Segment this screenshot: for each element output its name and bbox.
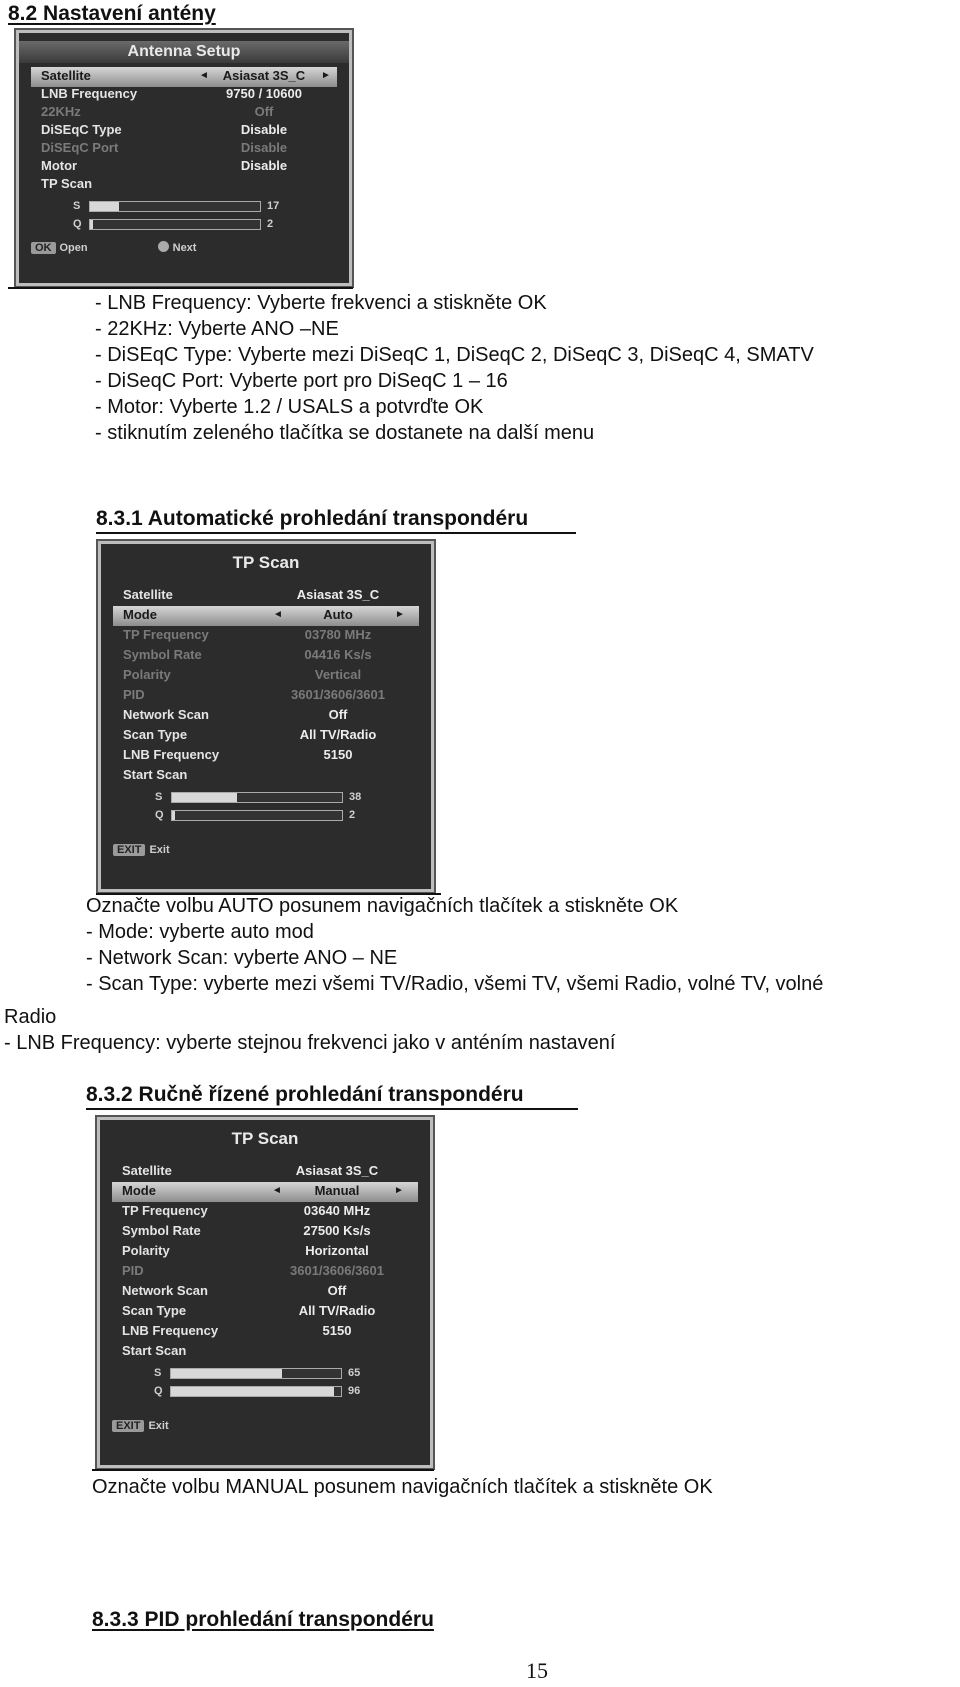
menu-row-value: Disable: [240, 158, 288, 173]
tp-scan-manual-screen: [97, 1117, 433, 1468]
menu-row-label: Start Scan: [123, 767, 188, 782]
signal-s-label: S: [155, 791, 163, 803]
menu-row-value: Disable: [240, 140, 288, 155]
section-heading-8-3-2: 8.3.2 Ručně řízené prohledání transpondéru: [86, 1083, 524, 1106]
signal-s-fill: [171, 1369, 282, 1378]
page-number: 15: [526, 1658, 548, 1683]
signal-q-fill: [90, 220, 93, 229]
exit-key-icon: EXIT: [112, 1420, 144, 1432]
menu-row-label: Symbol Rate: [122, 1223, 201, 1238]
menu-row-satellite[interactable]: [113, 586, 419, 606]
screen-title: Antenna Setup: [19, 41, 349, 63]
instruction-mode: - Mode: vyberte auto mod: [86, 921, 314, 943]
section-heading-8-2: 8.2 Nastavení antény: [8, 2, 216, 25]
signal-q-fill: [172, 811, 175, 820]
menu-row-value: 9750 / 10600: [226, 86, 302, 101]
screen-title: TP Scan: [231, 1129, 299, 1148]
menu-row-start-scan[interactable]: [112, 1342, 418, 1362]
menu-row-22khz[interactable]: [31, 103, 337, 123]
menu-row-value: 5150: [323, 747, 353, 762]
instruction-scan-type: - Scan Type: vyberte mezi všemi TV/Radio, všemi TV, všemi Radio, volné TV, volné: [86, 973, 824, 995]
left-arrow-icon[interactable]: ◄: [272, 1185, 282, 1196]
menu-row-label: Scan Type: [123, 727, 188, 742]
menu-row-label: TP Frequency: [122, 1203, 208, 1218]
menu-row-value: 3601/3606/3601: [291, 687, 385, 702]
antenna-setup-screen: [16, 30, 352, 286]
signal-s-value: 65: [348, 1367, 361, 1379]
menu-row-value: All TV/Radio: [298, 1303, 376, 1318]
screen-footer: [113, 844, 170, 856]
menu-row-value: Asiasat 3S_C: [296, 587, 380, 602]
signal-s-label: S: [73, 200, 81, 212]
signal-s-label: S: [154, 1367, 162, 1379]
menu-row-symbol-rate[interactable]: [113, 646, 419, 666]
menu-row-label: PID: [122, 1263, 144, 1278]
signal-s-value: 17: [267, 200, 280, 212]
screen-title: TP Scan: [232, 553, 300, 572]
menu-row-start-scan[interactable]: [113, 766, 419, 786]
signal-s-fill: [172, 793, 237, 802]
signal-q-fill: [171, 1387, 334, 1396]
instruction-manual: Označte volbu MANUAL posunem navigačních tlačítek a stiskněte OK: [92, 1476, 713, 1498]
screen-underline: [8, 287, 353, 289]
right-arrow-icon[interactable]: ►: [394, 1185, 404, 1196]
menu-row-label: Satellite: [123, 587, 173, 602]
menu-row-label: Scan Type: [122, 1303, 187, 1318]
menu-row-scan-type[interactable]: [113, 726, 419, 746]
footer-exit-label: Exit: [149, 844, 170, 856]
menu-row-pid[interactable]: [113, 686, 419, 706]
menu-row-diseqc-type[interactable]: [31, 121, 337, 141]
menu-row-label: PID: [123, 687, 145, 702]
menu-row-value: Asiasat 3S_C: [295, 1163, 379, 1178]
menu-row-label: Mode: [122, 1183, 156, 1198]
menu-row-label: Satellite: [122, 1163, 172, 1178]
screen-underline: [92, 1469, 434, 1471]
menu-row-value: 3601/3606/3601: [290, 1263, 384, 1278]
menu-row-label: Network Scan: [122, 1283, 208, 1298]
instruction-network-scan: - Network Scan: vyberte ANO – NE: [86, 947, 398, 969]
signal-q-label: Q: [154, 1385, 163, 1397]
bullet-22khz: - 22KHz: Vyberte ANO –NE: [95, 318, 339, 340]
menu-row-value: Off: [328, 707, 348, 722]
menu-row-label: Polarity: [123, 667, 171, 682]
menu-row-label: LNB Frequency: [123, 747, 220, 762]
menu-row-value: Auto: [323, 607, 353, 622]
menu-row-value: 03640 MHz: [303, 1203, 371, 1218]
menu-row-value: 04416 Ks/s: [304, 647, 372, 662]
menu-row-satellite[interactable]: [112, 1162, 418, 1182]
heading-underline: [96, 532, 576, 534]
menu-row-satellite[interactable]: [31, 67, 337, 87]
signal-q-label: Q: [73, 218, 82, 230]
menu-row-label: Polarity: [122, 1243, 170, 1258]
ok-key-icon: OK: [31, 242, 56, 254]
signal-q-bar: [89, 219, 261, 230]
menu-row-label: Mode: [123, 607, 157, 622]
footer-open-label: Open: [59, 242, 88, 254]
signal-q-label: Q: [155, 809, 164, 821]
instruction-scan-type-cont: Radio: [4, 1006, 57, 1028]
menu-row-network-scan[interactable]: [113, 706, 419, 726]
menu-row-label: TP Frequency: [123, 627, 209, 642]
footer-exit-label: Exit: [148, 1420, 169, 1432]
menu-row-label: Motor: [41, 158, 78, 173]
menu-row-value: 5150: [322, 1323, 352, 1338]
menu-row-label: TP Scan: [41, 176, 93, 191]
signal-q-value: 2: [349, 809, 356, 821]
exit-key-icon: EXIT: [113, 844, 145, 856]
menu-row-network-scan[interactable]: [112, 1282, 418, 1302]
menu-row-motor[interactable]: [31, 157, 337, 177]
menu-row-label: DiSEqC Type: [41, 122, 122, 137]
menu-row-label: Satellite: [41, 68, 91, 83]
footer-next-label: Next: [172, 242, 197, 254]
menu-row-label: Network Scan: [123, 707, 209, 722]
menu-row-label: DiSEqC Port: [41, 140, 119, 155]
left-arrow-icon[interactable]: ◄: [199, 70, 209, 81]
menu-row-value: Off: [327, 1283, 347, 1298]
menu-row-tp-frequency[interactable]: [113, 626, 419, 646]
menu-row-value: Off: [254, 104, 274, 119]
menu-row-mode[interactable]: [113, 606, 419, 626]
bullet-green-button: - stiknutím zeleného tlačítka se dostanete na další menu: [95, 422, 595, 444]
signal-s-value: 38: [349, 791, 362, 803]
section-heading-8-3-1: 8.3.1 Automatické prohledání transpondéru: [96, 507, 529, 530]
menu-row-value: Vertical: [314, 667, 362, 682]
screen-footer: [112, 1420, 169, 1432]
section-heading-8-3-3: 8.3.3 PID prohledání transpondéru: [92, 1608, 434, 1631]
menu-row-lnb-frequency[interactable]: [112, 1322, 418, 1342]
auto-scan-instructions: [86, 893, 823, 997]
menu-row-tp-frequency[interactable]: [112, 1202, 418, 1222]
antenna-bullets: [95, 290, 814, 446]
menu-row-value: 27500 Ks/s: [303, 1223, 371, 1238]
green-button-icon: [158, 241, 169, 252]
signal-q-bar: [170, 1386, 342, 1397]
screen-footer: [31, 241, 196, 254]
bullet-diseqc-type: - DiSEqC Type: Vyberte mezi DiSeqC 1, DiSeqC 2, DiSeqC 3, DiSeqC 4, SMATV: [95, 344, 814, 366]
menu-row-label: 22KHz: [41, 104, 81, 119]
menu-row-lnb-frequency[interactable]: [31, 85, 337, 105]
tp-scan-auto-screen: [98, 541, 434, 892]
menu-row-label: Start Scan: [122, 1343, 187, 1358]
signal-s-fill: [90, 202, 119, 211]
menu-row-label: LNB Frequency: [41, 86, 138, 101]
menu-row-label: Symbol Rate: [123, 647, 202, 662]
signal-q-bar: [171, 810, 343, 821]
bullet-lnb-frequency: - LNB Frequency: Vyberte frekvenci a stiskněte OK: [95, 292, 547, 314]
signal-q-value: 96: [348, 1385, 361, 1397]
bullet-motor: - Motor: Vyberte 1.2 / USALS a potvrďte OK: [95, 396, 484, 418]
menu-row-symbol-rate[interactable]: [112, 1222, 418, 1242]
instruction-auto: Označte volbu AUTO posunem navigačních tlačítek a stiskněte OK: [86, 895, 679, 917]
menu-row-mode[interactable]: [112, 1182, 418, 1202]
menu-row-polarity[interactable]: [112, 1242, 418, 1262]
menu-row-scan-type[interactable]: [112, 1302, 418, 1322]
menu-row-value: Manual: [314, 1183, 360, 1198]
right-arrow-icon[interactable]: ►: [321, 70, 331, 81]
menu-row-polarity[interactable]: [113, 666, 419, 686]
signal-q-value: 2: [267, 218, 274, 230]
signal-s-bar: [89, 201, 261, 212]
heading-underline: [86, 1108, 578, 1110]
signal-s-bar: [170, 1368, 342, 1379]
right-arrow-icon[interactable]: ►: [395, 609, 405, 620]
menu-row-value: Disable: [240, 122, 288, 137]
menu-row-value: Horizontal: [305, 1243, 369, 1258]
menu-row-label: LNB Frequency: [122, 1323, 219, 1338]
menu-row-value: All TV/Radio: [299, 727, 377, 742]
menu-row-lnb-frequency[interactable]: [113, 746, 419, 766]
left-arrow-icon[interactable]: ◄: [273, 609, 283, 620]
signal-s-bar: [171, 792, 343, 803]
bullet-diseqc-port: - DiSeqC Port: Vyberte port pro DiSeqC 1 – 16: [95, 370, 508, 392]
instruction-lnb-frequency: - LNB Frequency: vyberte stejnou frekvenci jako v anténím nastavení: [4, 1032, 616, 1054]
menu-row-pid[interactable]: [112, 1262, 418, 1282]
menu-row-tp-scan[interactable]: [31, 175, 337, 195]
menu-row-value: 03780 MHz: [304, 627, 372, 642]
menu-row-diseqc-port[interactable]: [31, 139, 337, 159]
menu-row-value: Asiasat 3S_C: [222, 68, 306, 83]
